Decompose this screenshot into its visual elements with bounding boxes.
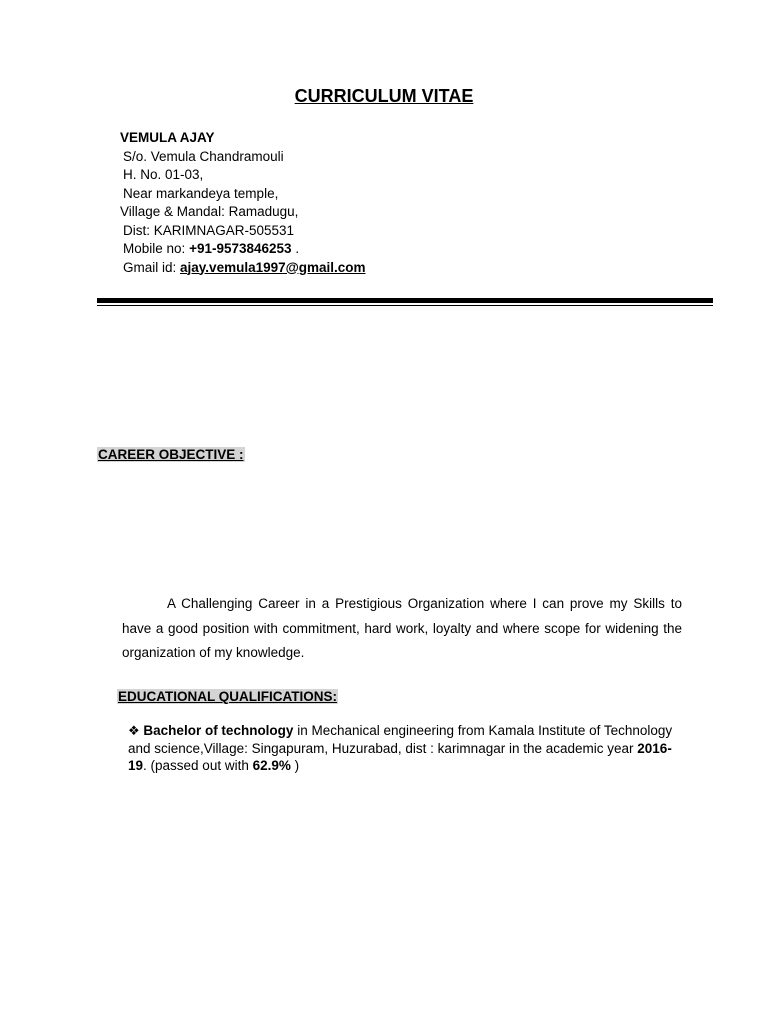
email-line xyxy=(120,259,366,278)
education-item xyxy=(128,722,688,775)
mobile-number: +91-9573846253 xyxy=(189,241,292,256)
diamond-bullet-icon: ❖ xyxy=(128,723,140,738)
mobile-suffix: . xyxy=(295,241,300,256)
mobile-label: Mobile no: xyxy=(123,241,186,256)
landmark-line: Near markandeya temple, xyxy=(123,185,279,201)
mobile-line xyxy=(120,240,366,259)
passed-text: . (passed out with xyxy=(143,758,253,773)
candidate-name: VEMULA AJAY xyxy=(120,130,215,145)
academic-year: 2016-19 xyxy=(128,740,672,773)
header-divider xyxy=(97,298,713,306)
house-number-line: H. No. 01-03, xyxy=(123,167,204,182)
career-objective-text: A Challenging Career in a Prestigious Organization where I can prove my Skills to have a good position with commitment, hard work, loyalty and where scope for widening the organization of my knowledge. xyxy=(122,596,682,660)
education-heading: EDUCATIONAL QUALIFICATIONS: xyxy=(118,689,337,704)
career-objective-heading: CAREER OBJECTIVE : xyxy=(98,447,244,462)
page-title: CURRICULUM VITAE xyxy=(294,86,474,106)
relation-line: S/o. Vemula Chandramouli xyxy=(123,148,284,164)
village-line: Village & Mandal: Ramadugu, xyxy=(120,204,299,219)
degree-name: Bachelor of technology xyxy=(143,723,294,738)
percentage: 62.9% xyxy=(252,758,291,773)
degree-details: in Mechanical engineering from Kamala Institute of Technology and science,Village: Singapuram, Huzurabad, dist : karimnagar in the academic year xyxy=(128,723,673,756)
district-line: Dist: KARIMNAGAR-505531 xyxy=(123,222,295,238)
email-label: Gmail id: xyxy=(123,259,177,275)
divider-thin-line xyxy=(97,305,713,306)
contact-block xyxy=(120,129,366,277)
email-link[interactable]: ajay.vemula1997@gmail.com xyxy=(180,259,366,275)
closing-text: ) xyxy=(290,758,300,773)
